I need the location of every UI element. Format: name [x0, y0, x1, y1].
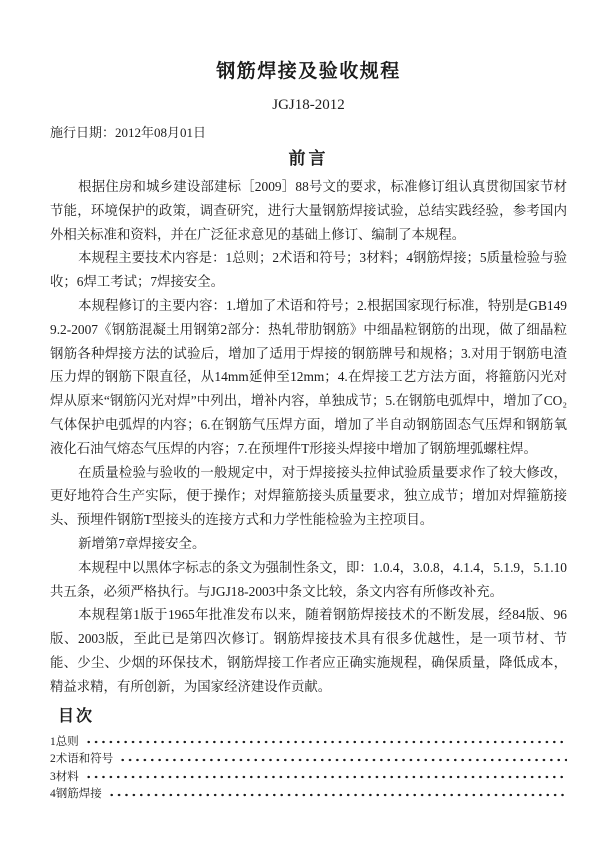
document-title: 钢筋焊接及验收规程 [216, 61, 401, 82]
toc-item-general [50, 734, 567, 752]
toc-item-label: 2术语和符号 [50, 753, 114, 766]
effective-date [50, 124, 567, 142]
toc-item-rebar-welding [50, 786, 567, 804]
foreword-paragraph-4: 在质量检验与验收的一般规定中，对于焊接接头拉伸试验质量要求作了较大修改，更好地符合生产实际，便于操作；对焊箍筋接头质量要求，独立成节；增加对焊箍筋接头、预埋件钢筋T型接头的连接方式和力学性能检验为主控项目。 [50, 464, 567, 528]
toc-heading: 目次 [58, 707, 95, 725]
standard-code: JGJ18-2012 [272, 97, 345, 113]
toc-dot-leader [119, 757, 567, 763]
toc-item-label: 1总则 [50, 735, 79, 748]
foreword-paragraph-3: 本规程修订的主要内容：1.增加了术语和符号；2.根据国家现行标准，特别是GB1499.2-2007《钢筋混凝土用钢第2部分：热轧带肋钢筋》中细晶粒钢筋的出现，做了细晶粒钢筋各种焊接方法的试验后，增加了适用于焊接的钢筋牌号和规格；3.对用于钢筋电渣压力焊的钢筋下限直径，从14mm延伸至12mm；4.在焊接工艺方法方面，将箍筋闪光对焊从原来“钢筋闪光对焊”中列出，增补内容，单独成节；5.在钢筋电弧焊中，增加了CO₂气体保护电弧焊的内容；6.在钢筋气压焊方面，增加了半自动钢筋固态气压焊和钢筋氧液化石油气熔态气压焊的内容；7.在预埋件T形接头焊接中增加了钢筋埋弧螺柱焊。 [50, 297, 567, 456]
toc-dot-leader [108, 792, 567, 798]
foreword-body [50, 175, 567, 699]
foreword-paragraph-7: 本规程第1版于1965年批准发布以来，随着钢筋焊接技术的不断发展，经84版、96版、2003版，至此已是第四次修订。钢筋焊接技术具有很多优越性，是一项节材、节能、少尘、少烟的环保技术，钢筋焊接工作者应正确实施规程，确保质量，降低成本，精益求精，有所创新，为国家经济建设作贡献。 [50, 607, 567, 694]
toc-list [50, 734, 567, 804]
foreword-paragraph-1: 根据住房和城乡建设部建标［2009］88号文的要求，标准修订组认真贯彻国家节材节能，环境保护的政策，调查研究，进行大量钢筋焊接试验，总结实践经验，参考国内外相关标准和资料，并在广泛征求意见的基础上修订、编制了本规程。 [50, 179, 567, 242]
toc-item-terms-symbols [50, 751, 567, 769]
toc-item-label: 4钢筋焊接 [50, 788, 102, 801]
foreword-paragraph-2: 本规程主要技术内容是：1总则；2术语和符号；3材料；4钢筋焊接；5质量检验与验收；6焊工考试；7焊接安全。 [50, 250, 567, 290]
effective-date-label: 施行日期： [50, 125, 116, 140]
foreword-heading: 前言 [288, 149, 329, 168]
toc-item-materials [50, 769, 567, 787]
foreword-paragraph-5: 新增第7章焊接安全。 [78, 535, 206, 551]
toc-item-label: 3材料 [50, 770, 79, 783]
toc-dot-leader [85, 774, 567, 780]
foreword-paragraph-6: 本规程中以黑体字标志的条文为强制性条文，即：1.0.4，3.0.8，4.1.4，5.1.9，5.1.10共五条，必须严格执行。与JGJ18-2003中条文比较，条文内容有所修改补充。 [50, 559, 567, 599]
effective-date-value: 2012年08月01日 [115, 125, 207, 140]
toc-dot-leader [85, 739, 567, 745]
